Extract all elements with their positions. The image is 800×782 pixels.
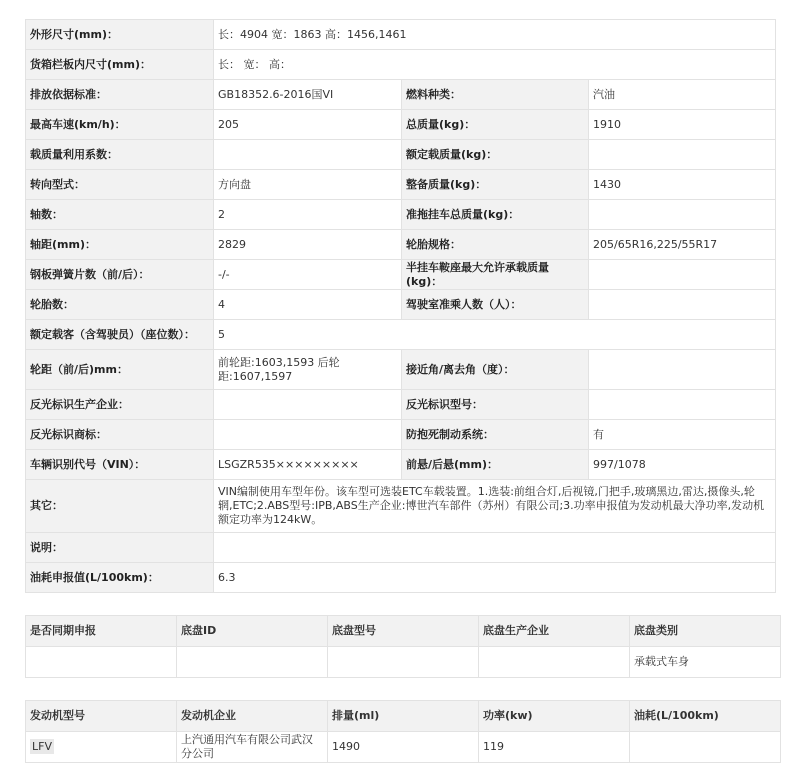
chassis-table	[25, 615, 781, 678]
dims-label: 外形尺寸(mm)：	[26, 20, 214, 50]
track-value: 前轮距:1603,1593 后轮距:1607,1597	[214, 350, 402, 390]
spec-row	[26, 450, 776, 480]
axle-label: 轴数：	[26, 200, 214, 230]
spec-row	[26, 50, 776, 80]
engine-table	[25, 700, 781, 763]
wheelbase-value: 2829	[214, 230, 402, 260]
table-header-row	[26, 701, 781, 732]
track-label: 轮距（前/后)mm：	[26, 350, 214, 390]
speed-value: 205	[214, 110, 402, 140]
spec-row	[26, 200, 776, 230]
seats-label: 额定载客（含驾驶员）（座位数）：	[26, 320, 214, 350]
engine-header-cell: 发动机企业	[177, 701, 328, 732]
spec-row	[26, 533, 776, 563]
chassis-cell	[479, 647, 630, 678]
cargo-label: 货箱栏板内尺寸(mm)：	[26, 50, 214, 80]
tire-value: 205/65R16,225/55R17	[589, 230, 776, 260]
engine-cell	[26, 732, 177, 763]
refl-model-value	[589, 390, 776, 420]
rated-value	[589, 140, 776, 170]
chassis-header-cell: 底盘型号	[328, 616, 479, 647]
engine-cell: 1490	[328, 732, 479, 763]
rated-label: 额定载质量(kg)：	[402, 140, 589, 170]
spec-row	[26, 230, 776, 260]
table-row	[26, 732, 781, 763]
emission-label: 排放依据标准：	[26, 80, 214, 110]
dims-value: 长：4904 宽：1863 高：1456,1461	[214, 20, 776, 50]
spec-row	[26, 290, 776, 320]
vin-value: LSGZR535×××××××××	[214, 450, 402, 480]
cab-label: 驾驶室准乘人数（人）：	[402, 290, 589, 320]
spec-row	[26, 320, 776, 350]
engine-header-cell: 发动机型号	[26, 701, 177, 732]
engine-cell	[630, 732, 781, 763]
wheelbase-label: 轴距(mm)：	[26, 230, 214, 260]
engine-header-cell: 排量(ml)	[328, 701, 479, 732]
leaf-label: 钢板弹簧片数（前/后）：	[26, 260, 214, 290]
leaf-value: -/-	[214, 260, 402, 290]
chassis-header-cell: 底盘类别	[630, 616, 781, 647]
abs-label: 防抱死制动系统：	[402, 420, 589, 450]
other-value: VIN编制使用车型年份。该车型可选装ETC车载装置。1.选装:前组合灯,后视镜,门把手,玻璃黑边,雷达,摄像头,轮辋,ETC;2.ABS型号:IPB,ABS生产企业:博世汽车部件（苏州）有限公司;3.功率申报值为发动机最大净功率,发动机额定功率为124kW。	[214, 480, 776, 533]
refl-maker-value	[214, 390, 402, 420]
spec-row	[26, 80, 776, 110]
fuel-label: 燃料种类：	[402, 80, 589, 110]
speed-label: 最高车速(km/h)：	[26, 110, 214, 140]
other-label: 其它：	[26, 480, 214, 533]
abs-value: 有	[589, 420, 776, 450]
note-value	[214, 533, 776, 563]
emission-value: GB18352.6-2016国VI	[214, 80, 402, 110]
engine-header-cell: 油耗(L/100km)	[630, 701, 781, 732]
chassis-header-cell: 是否同期申报	[26, 616, 177, 647]
consump-value: 6.3	[214, 563, 776, 593]
util-value	[214, 140, 402, 170]
spec-row	[26, 563, 776, 593]
note-label: 说明：	[26, 533, 214, 563]
refl-model-label: 反光标识型号：	[402, 390, 589, 420]
consump-label: 油耗申报值(L/100km)：	[26, 563, 214, 593]
semi-value	[589, 260, 776, 290]
angle-label: 接近角/离去角（度）：	[402, 350, 589, 390]
trailer-value	[589, 200, 776, 230]
tire-label: 轮胎规格：	[402, 230, 589, 260]
tirecount-label: 轮胎数：	[26, 290, 214, 320]
mass-label: 总质量(kg)：	[402, 110, 589, 140]
axle-value: 2	[214, 200, 402, 230]
seats-value: 5	[214, 320, 776, 350]
curb-label: 整备质量(kg)：	[402, 170, 589, 200]
engine-model-value: LFV	[32, 740, 52, 753]
util-label: 载质量利用系数：	[26, 140, 214, 170]
tirecount-value: 4	[214, 290, 402, 320]
spec-row	[26, 390, 776, 420]
engine-cell: 119	[479, 732, 630, 763]
chassis-header-cell: 底盘生产企业	[479, 616, 630, 647]
spec-row	[26, 110, 776, 140]
table-header-row	[26, 616, 781, 647]
chassis-cell	[177, 647, 328, 678]
spec-row	[26, 260, 776, 290]
chassis-cell	[26, 647, 177, 678]
refl-mark-value	[214, 420, 402, 450]
spec-row	[26, 420, 776, 450]
steer-label: 转向型式：	[26, 170, 214, 200]
chassis-header-cell: 底盘ID	[177, 616, 328, 647]
cab-value	[589, 290, 776, 320]
angle-value	[589, 350, 776, 390]
spec-row	[26, 170, 776, 200]
refl-maker-label: 反光标识生产企业：	[26, 390, 214, 420]
spec-row	[26, 480, 776, 533]
curb-value: 1430	[589, 170, 776, 200]
spec-row	[26, 350, 776, 390]
spec-row	[26, 140, 776, 170]
semi-label: 半挂车鞍座最大允许承载质量(kg)：	[402, 260, 589, 290]
engine-cell: 上汽通用汽车有限公司武汉分公司	[177, 732, 328, 763]
overhang-label: 前悬/后悬(mm)：	[402, 450, 589, 480]
mass-value: 1910	[589, 110, 776, 140]
engine-header-cell: 功率(kw)	[479, 701, 630, 732]
trailer-label: 准拖挂车总质量(kg)：	[402, 200, 589, 230]
spec-row	[26, 20, 776, 50]
refl-mark-label: 反光标识商标：	[26, 420, 214, 450]
fuel-value: 汽油	[589, 80, 776, 110]
overhang-value: 997/1078	[589, 450, 776, 480]
steer-value: 方向盘	[214, 170, 402, 200]
cargo-value: 长： 宽： 高：	[214, 50, 776, 80]
spec-table	[25, 19, 776, 593]
table-row	[26, 647, 781, 678]
chassis-cell: 承载式车身	[630, 647, 781, 678]
vin-label: 车辆识别代号（VIN）：	[26, 450, 214, 480]
chassis-cell	[328, 647, 479, 678]
